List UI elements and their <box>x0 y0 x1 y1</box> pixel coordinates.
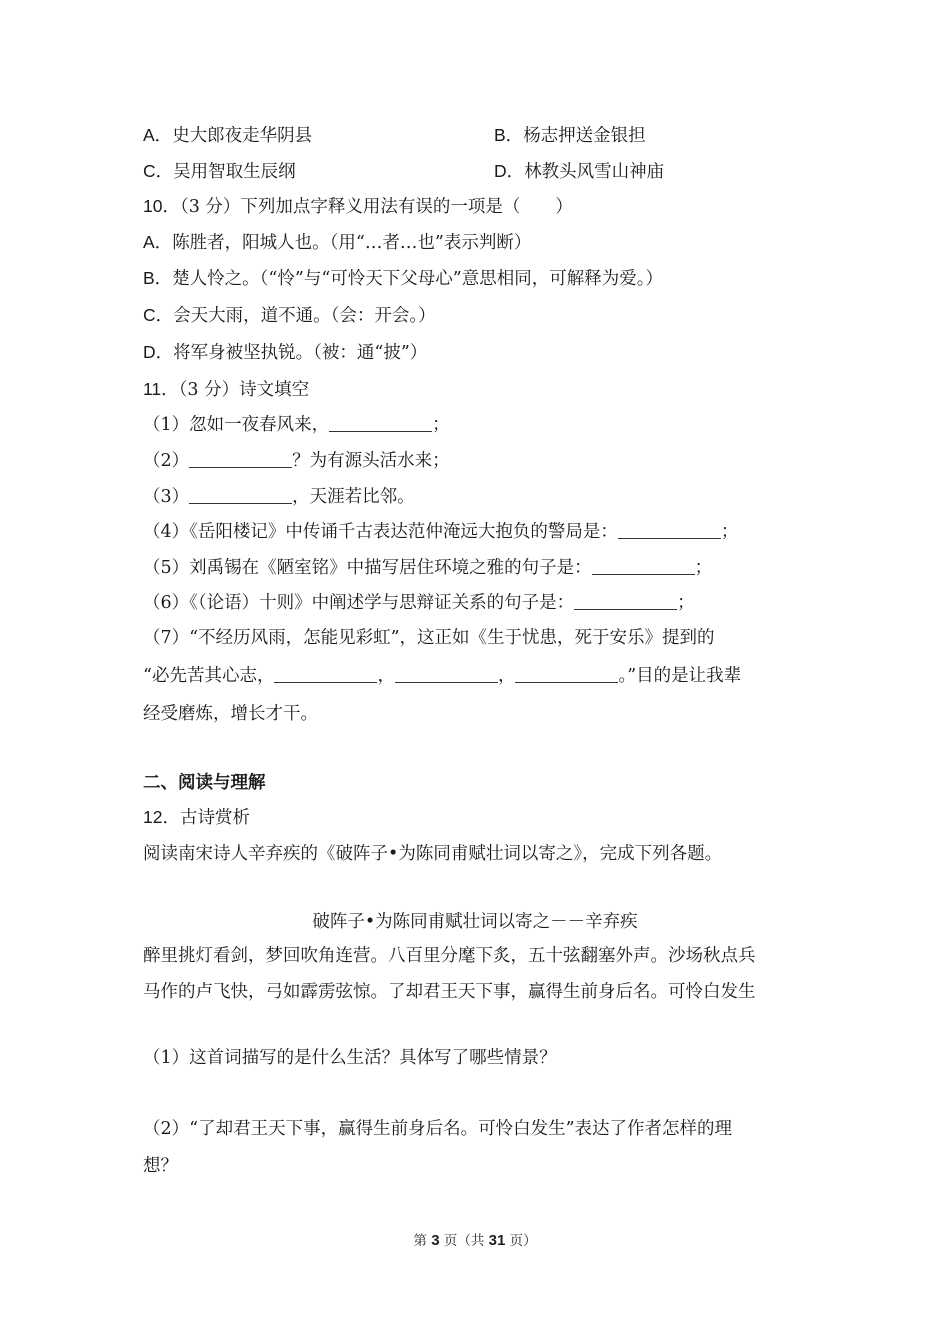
answer-blank <box>618 520 721 539</box>
q11-item-6 <box>143 591 695 615</box>
q11-item-5-prefix: （5）刘禹锡在《陋室铭》中描写居住环境之雅的句子是： <box>143 558 592 578</box>
poem-line-1: 醉里挑灯看剑，梦回吹角连营。八百里分麾下炙，五十弦翻塞外声。沙场秋点兵 <box>143 946 756 966</box>
q11-item-7-line-1 <box>143 626 715 650</box>
q11-item-1-prefix: （1）忽如一夜春风来， <box>143 415 330 435</box>
q12-intro: 阅读南宋诗人辛弃疾的《破阵子•为陈同甫赋壮词以寄之》，完成下列各题。 <box>143 844 723 864</box>
q11-item-7-line-3 <box>143 702 318 726</box>
q11-item-3 <box>143 485 415 509</box>
q10-option-a-label: A． <box>143 232 173 252</box>
q11-stem <box>143 377 309 402</box>
q10-number: 10． <box>143 196 180 216</box>
q9-option-c-label: C． <box>143 161 174 181</box>
footer-total-pages: 31 <box>488 1232 506 1249</box>
q10-option-a-text: 陈胜者，阳城人也。（用“…者…也”表示判断） <box>172 233 532 253</box>
footer-pre: 第 <box>413 1233 427 1249</box>
answer-blank <box>592 556 695 575</box>
q9-option-a <box>143 123 312 148</box>
q11-item-1-suffix: ； <box>432 415 450 435</box>
q11-item-4-prefix: （4）《岳阳楼记》中传诵千古表达范仲淹远大抱负的警局是： <box>143 522 618 542</box>
q11-number: 11． <box>143 379 179 399</box>
q11-item-7-sep: ， <box>377 666 395 686</box>
q11-item-7-text: （7）“不经历风雨，怎能见彩虹”，这正如《生于忧患，死于安乐》提到的 <box>143 628 715 648</box>
q11-item-1 <box>143 413 450 437</box>
q11-stem-text: （3 分）诗文填空 <box>178 380 310 400</box>
q10-option-c-text: 会天大雨，道不通。（会：开会。） <box>173 306 436 326</box>
q11-item-3-suffix: ，天涯若比邻。 <box>292 487 415 507</box>
answer-blank <box>329 413 432 432</box>
q10-stem-text: （3 分）下列加点字释义用法有误的一项是（ ） <box>179 197 573 217</box>
q10-option-d-label: D． <box>143 342 174 362</box>
section-heading: 二、阅读与理解 <box>143 773 266 793</box>
q12-number: 12． <box>143 807 180 827</box>
q11-item-3-prefix: （3） <box>143 487 190 507</box>
q12-stem-text: 古诗赏析 <box>179 808 250 828</box>
answer-blank <box>395 664 498 683</box>
q9-option-b-text: 杨志押送金银担 <box>523 126 646 146</box>
q9-option-b-label: B． <box>494 125 524 145</box>
q11-item-5 <box>143 556 712 580</box>
q10-option-b-text: 楚人怜之。（“怜”与“可怜天下父母心”意思相同，可解释为爱。） <box>172 269 663 289</box>
q10-option-a <box>143 230 531 255</box>
answer-blank <box>274 664 377 683</box>
q9-option-b <box>494 123 646 148</box>
q11-item-2 <box>143 449 450 473</box>
answer-blank <box>189 449 292 468</box>
poem-title: 破阵子•为陈同甫赋壮词以寄之－－辛弃疾 <box>312 912 638 932</box>
q11-item-7-sep: ， <box>497 666 516 686</box>
poem-line-2: 马作的卢飞快，弓如霹雳弦惊。了却君王天下事，赢得生前身后名。可怜白发生 <box>143 982 756 1002</box>
q11-item-6-prefix: （6）《（论语）十则》中阐述学与思辩证关系的句子是： <box>143 593 575 613</box>
q9-option-a-text: 史大郎夜走华阴县 <box>172 126 313 146</box>
q10-stem <box>143 194 573 219</box>
q11-item-5-suffix: ； <box>694 558 713 578</box>
q9-option-d-label: D． <box>494 161 525 181</box>
footer-page-number: 3 <box>431 1232 440 1249</box>
q10-option-b-label: B． <box>143 268 173 288</box>
q10-option-c-label: C． <box>143 305 174 325</box>
q11-item-6-suffix: ； <box>677 593 695 613</box>
q11-item-7-prefix: “必先苦其心志， <box>143 666 275 686</box>
answer-blank <box>189 485 292 504</box>
q12-sub-question-2-line-1: （2）“了却君王天下事，赢得生前身后名。可怜白发生”表达了作者怎样的理 <box>143 1119 733 1139</box>
q12-sub-question-1: （1）这首词描写的是什么生活？具体写了哪些情景？ <box>143 1048 557 1068</box>
q10-option-d <box>143 340 427 365</box>
q11-item-7-line-2 <box>143 664 741 688</box>
q11-item-7-tail: 经受磨炼，增长才干。 <box>143 704 318 724</box>
q11-item-7-suffix: 。”目的是让我辈 <box>618 666 742 686</box>
q11-item-2-prefix: （2） <box>143 451 190 471</box>
page-footer <box>0 1229 950 1249</box>
answer-blank <box>515 664 618 683</box>
q9-option-c <box>143 159 296 184</box>
q11-item-4-suffix: ； <box>720 522 739 542</box>
footer-post: 页） <box>509 1233 537 1249</box>
q9-option-c-text: 吴用智取生辰纲 <box>173 162 296 182</box>
q10-option-b <box>143 266 663 291</box>
q12-stem <box>143 805 250 830</box>
q9-option-d-text: 林教头风雪山神庙 <box>524 162 665 182</box>
q9-option-a-label: A． <box>143 125 173 145</box>
q11-item-2-suffix: ？为有源头活水来； <box>292 451 450 471</box>
footer-mid: 页（共 <box>443 1233 485 1249</box>
q10-option-c <box>143 303 436 328</box>
q11-item-4 <box>143 520 738 544</box>
q9-option-d <box>494 159 664 184</box>
q12-sub-question-2-line-2: 想？ <box>143 1156 178 1176</box>
q10-option-d-text: 将军身被坚执锐。（被：通“披”） <box>173 343 428 363</box>
answer-blank <box>574 591 677 610</box>
